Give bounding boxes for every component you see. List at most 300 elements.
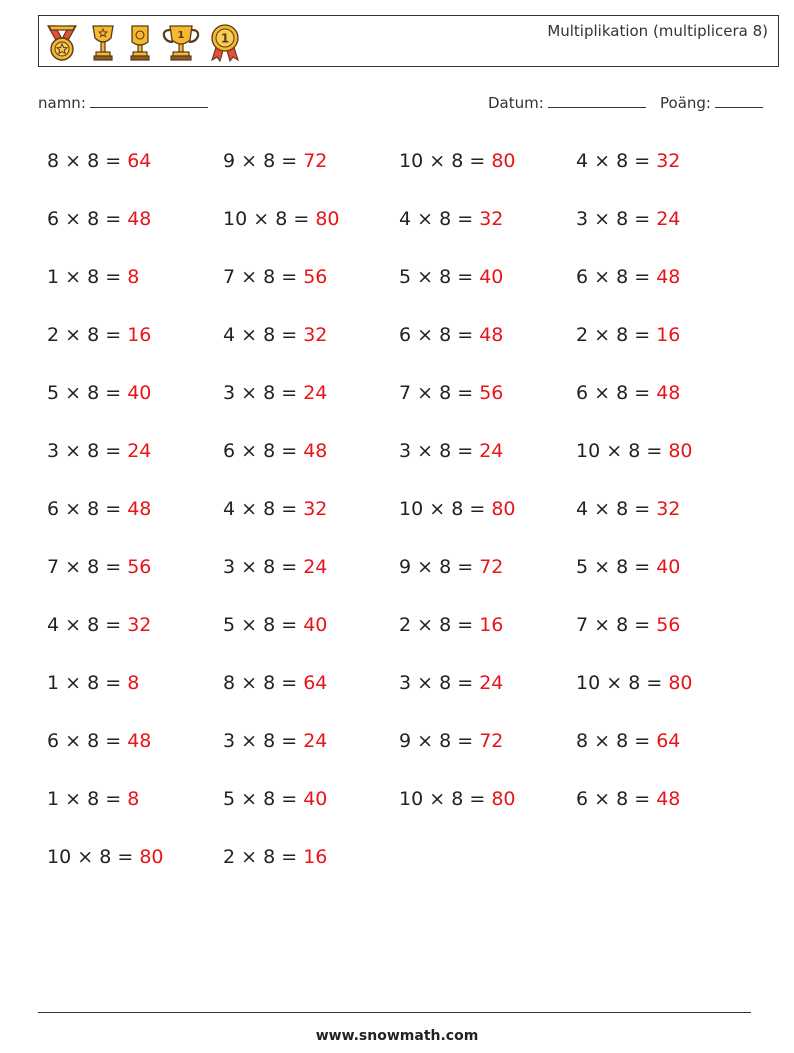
factor-b: 8: [87, 208, 100, 230]
answer: 80: [668, 440, 693, 462]
header-icons: [43, 22, 243, 62]
factor-b: 8: [616, 498, 629, 520]
times-sign: ×: [241, 498, 258, 520]
factor-a: 1: [47, 266, 60, 288]
answer: 80: [139, 846, 164, 868]
factor-b: 8: [616, 150, 629, 172]
answer: 56: [656, 614, 681, 636]
equals-sign: =: [634, 614, 651, 636]
equals-sign: =: [281, 266, 298, 288]
problem-item: [47, 261, 223, 319]
times-sign: ×: [594, 324, 611, 346]
answer: 32: [303, 324, 328, 346]
factor-a: 8: [47, 150, 60, 172]
answer: 24: [303, 382, 328, 404]
answer: 64: [303, 672, 328, 694]
factor-b: 8: [616, 788, 629, 810]
problem-item: [399, 783, 576, 841]
factor-a: 5: [47, 382, 60, 404]
answer: 24: [479, 672, 504, 694]
answer: 64: [127, 150, 152, 172]
trophy-first-icon: [161, 22, 201, 62]
factor-b: 8: [263, 730, 276, 752]
factor-b: 8: [263, 324, 276, 346]
times-sign: ×: [606, 440, 623, 462]
rosette-first-icon: [207, 22, 243, 62]
answer: 40: [656, 556, 681, 578]
times-sign: ×: [241, 266, 258, 288]
problem-item: [223, 493, 399, 551]
factor-b: 8: [439, 208, 452, 230]
answer: 48: [303, 440, 328, 462]
factor-a: 4: [223, 324, 236, 346]
equals-sign: =: [105, 382, 122, 404]
problem-item: [576, 145, 752, 203]
factor-a: 6: [47, 208, 60, 230]
times-sign: ×: [594, 266, 611, 288]
problem-item: [47, 783, 223, 841]
problem-item: [223, 435, 399, 493]
factor-a: 9: [399, 556, 412, 578]
times-sign: ×: [65, 788, 82, 810]
problem-item: [576, 609, 752, 667]
problem-item: [576, 493, 752, 551]
problem-item: [576, 319, 752, 377]
answer: 16: [656, 324, 681, 346]
factor-b: 8: [87, 614, 100, 636]
answer: 48: [656, 788, 681, 810]
problem-item: [399, 319, 576, 377]
problem-item: [399, 609, 576, 667]
equals-sign: =: [469, 788, 486, 810]
times-sign: ×: [417, 672, 434, 694]
factor-a: 5: [399, 266, 412, 288]
answer: 72: [303, 150, 328, 172]
answer: 40: [303, 788, 328, 810]
equals-sign: =: [646, 440, 663, 462]
problem-item: [576, 203, 752, 261]
svg-text:1: 1: [177, 30, 185, 41]
times-sign: ×: [594, 556, 611, 578]
problem-item: [399, 377, 576, 435]
answer: 56: [303, 266, 328, 288]
times-sign: ×: [429, 498, 446, 520]
answer: 48: [479, 324, 504, 346]
factor-b: 8: [451, 150, 464, 172]
factor-a: 8: [223, 672, 236, 694]
times-sign: ×: [253, 208, 270, 230]
problem-item: [576, 783, 752, 841]
factor-b: 8: [628, 440, 641, 462]
factor-b: 8: [439, 382, 452, 404]
cup-trophy-icon: [125, 22, 155, 62]
factor-a: 5: [223, 614, 236, 636]
problem-item: [399, 145, 576, 203]
problem-item: [223, 841, 399, 899]
factor-b: 8: [263, 266, 276, 288]
times-sign: ×: [241, 556, 258, 578]
date-line[interactable]: [548, 106, 646, 108]
factor-a: 10: [223, 208, 248, 230]
times-sign: ×: [417, 556, 434, 578]
factor-a: 7: [47, 556, 60, 578]
footer-url: www.snowmath.com: [315, 1028, 479, 1044]
equals-sign: =: [281, 730, 298, 752]
times-sign: ×: [65, 382, 82, 404]
times-sign: ×: [65, 556, 82, 578]
problem-item: [47, 551, 223, 609]
times-sign: ×: [594, 150, 611, 172]
problem-item: [576, 725, 752, 783]
answer: 32: [656, 150, 681, 172]
times-sign: ×: [65, 150, 82, 172]
times-sign: ×: [241, 614, 258, 636]
answer: 8: [127, 672, 140, 694]
problem-item: [47, 725, 223, 783]
factor-b: 8: [616, 208, 629, 230]
date-label: Datum:: [488, 94, 544, 112]
problem-item: [399, 551, 576, 609]
times-sign: ×: [241, 324, 258, 346]
factor-a: 6: [399, 324, 412, 346]
factor-b: 8: [616, 382, 629, 404]
factor-b: 8: [99, 846, 112, 868]
factor-a: 1: [47, 788, 60, 810]
problem-item: [223, 261, 399, 319]
times-sign: ×: [429, 150, 446, 172]
problem-item: [576, 435, 752, 493]
answer: 24: [303, 556, 328, 578]
equals-sign: =: [105, 614, 122, 636]
equals-sign: =: [457, 730, 474, 752]
answer: 24: [479, 440, 504, 462]
equals-sign: =: [281, 788, 298, 810]
factor-b: 8: [616, 324, 629, 346]
equals-sign: =: [281, 846, 298, 868]
times-sign: ×: [77, 846, 94, 868]
factor-a: 5: [576, 556, 589, 578]
answer: 48: [656, 382, 681, 404]
factor-b: 8: [439, 556, 452, 578]
answer: 72: [479, 556, 504, 578]
answer: 16: [479, 614, 504, 636]
factor-a: 6: [47, 498, 60, 520]
times-sign: ×: [241, 672, 258, 694]
answer: 24: [656, 208, 681, 230]
problem-item: [223, 145, 399, 203]
times-sign: ×: [241, 150, 258, 172]
factor-a: 3: [47, 440, 60, 462]
answer: 32: [127, 614, 152, 636]
times-sign: ×: [65, 324, 82, 346]
equals-sign: =: [457, 556, 474, 578]
factor-b: 8: [439, 440, 452, 462]
answer: 32: [303, 498, 328, 520]
times-sign: ×: [606, 672, 623, 694]
equals-sign: =: [457, 266, 474, 288]
medal-star-icon: [43, 22, 81, 62]
answer: 40: [479, 266, 504, 288]
factor-b: 8: [263, 672, 276, 694]
factor-a: 2: [223, 846, 236, 868]
factor-b: 8: [87, 324, 100, 346]
equals-sign: =: [281, 440, 298, 462]
factor-b: 8: [87, 556, 100, 578]
factor-b: 8: [439, 266, 452, 288]
equals-sign: =: [281, 556, 298, 578]
factor-b: 8: [87, 382, 100, 404]
problem-item: [223, 783, 399, 841]
equals-sign: =: [105, 150, 122, 172]
times-sign: ×: [65, 266, 82, 288]
times-sign: ×: [241, 382, 258, 404]
times-sign: ×: [594, 730, 611, 752]
factor-a: 10: [576, 672, 601, 694]
answer: 56: [479, 382, 504, 404]
times-sign: ×: [429, 788, 446, 810]
answer: 48: [656, 266, 681, 288]
trophy-star-icon: [87, 22, 119, 62]
page-title: Multiplikation (multiplicera 8): [547, 22, 768, 40]
answer: 48: [127, 498, 152, 520]
equals-sign: =: [105, 440, 122, 462]
factor-a: 3: [399, 440, 412, 462]
equals-sign: =: [457, 324, 474, 346]
equals-sign: =: [105, 266, 122, 288]
problem-item: [223, 609, 399, 667]
problem-item: [223, 203, 399, 261]
score-field: [660, 94, 763, 112]
factor-b: 8: [87, 266, 100, 288]
factor-a: 4: [576, 150, 589, 172]
factor-b: 8: [439, 730, 452, 752]
factor-a: 5: [223, 788, 236, 810]
equals-sign: =: [105, 324, 122, 346]
times-sign: ×: [241, 440, 258, 462]
factor-a: 4: [223, 498, 236, 520]
equals-sign: =: [117, 846, 134, 868]
factor-a: 6: [576, 382, 589, 404]
problem-item: [47, 667, 223, 725]
problem-item: [399, 435, 576, 493]
times-sign: ×: [241, 730, 258, 752]
problem-item: [47, 609, 223, 667]
factor-a: 6: [223, 440, 236, 462]
name-field: [38, 94, 208, 112]
equals-sign: =: [281, 324, 298, 346]
times-sign: ×: [241, 788, 258, 810]
answer: 32: [479, 208, 504, 230]
factor-b: 8: [263, 846, 276, 868]
factor-a: 3: [223, 382, 236, 404]
factor-a: 9: [223, 150, 236, 172]
factor-b: 8: [263, 440, 276, 462]
factor-b: 8: [263, 788, 276, 810]
answer: 48: [127, 730, 152, 752]
answer: 8: [127, 266, 140, 288]
factor-a: 4: [576, 498, 589, 520]
factor-a: 2: [47, 324, 60, 346]
factor-b: 8: [87, 150, 100, 172]
factor-a: 3: [576, 208, 589, 230]
factor-a: 9: [399, 730, 412, 752]
equals-sign: =: [634, 150, 651, 172]
times-sign: ×: [417, 324, 434, 346]
factor-a: 7: [576, 614, 589, 636]
factor-a: 6: [47, 730, 60, 752]
equals-sign: =: [105, 498, 122, 520]
answer: 24: [303, 730, 328, 752]
factor-a: 2: [576, 324, 589, 346]
factor-a: 6: [576, 266, 589, 288]
factor-b: 8: [87, 788, 100, 810]
factor-b: 8: [87, 440, 100, 462]
equals-sign: =: [634, 324, 651, 346]
factor-b: 8: [439, 672, 452, 694]
times-sign: ×: [65, 614, 82, 636]
problem-item: [399, 725, 576, 783]
equals-sign: =: [281, 672, 298, 694]
name-line[interactable]: [90, 106, 208, 108]
problem-item: [47, 319, 223, 377]
name-label: namn:: [38, 94, 86, 112]
answer: 80: [491, 150, 516, 172]
answer: 48: [127, 208, 152, 230]
problem-item: [47, 841, 223, 899]
equals-sign: =: [281, 614, 298, 636]
factor-b: 8: [616, 556, 629, 578]
factor-b: 8: [263, 556, 276, 578]
equals-sign: =: [634, 730, 651, 752]
factor-a: 7: [223, 266, 236, 288]
equals-sign: =: [105, 788, 122, 810]
equals-sign: =: [281, 498, 298, 520]
times-sign: ×: [417, 440, 434, 462]
factor-b: 8: [439, 324, 452, 346]
problem-item: [576, 377, 752, 435]
equals-sign: =: [281, 382, 298, 404]
answer: 32: [656, 498, 681, 520]
factor-a: 4: [399, 208, 412, 230]
times-sign: ×: [417, 208, 434, 230]
equals-sign: =: [105, 556, 122, 578]
factor-b: 8: [451, 498, 464, 520]
answer: 24: [127, 440, 152, 462]
answer: 8: [127, 788, 140, 810]
factor-a: 1: [47, 672, 60, 694]
answer: 16: [127, 324, 152, 346]
times-sign: ×: [241, 846, 258, 868]
times-sign: ×: [417, 266, 434, 288]
times-sign: ×: [417, 730, 434, 752]
factor-a: 10: [576, 440, 601, 462]
answer: 72: [479, 730, 504, 752]
problem-grid: [47, 145, 752, 899]
times-sign: ×: [594, 382, 611, 404]
factor-b: 8: [87, 730, 100, 752]
problem-item: [223, 551, 399, 609]
problem-item: [47, 493, 223, 551]
factor-b: 8: [263, 382, 276, 404]
problem-item: [576, 667, 752, 725]
factor-b: 8: [628, 672, 641, 694]
header-box: [38, 15, 779, 67]
factor-b: 8: [263, 498, 276, 520]
factor-b: 8: [263, 614, 276, 636]
factor-a: 10: [399, 150, 424, 172]
equals-sign: =: [469, 150, 486, 172]
equals-sign: =: [634, 382, 651, 404]
factor-a: 2: [399, 614, 412, 636]
equals-sign: =: [457, 614, 474, 636]
equals-sign: =: [457, 672, 474, 694]
factor-b: 8: [439, 614, 452, 636]
factor-a: 3: [223, 730, 236, 752]
answer: 80: [315, 208, 340, 230]
equals-sign: =: [457, 440, 474, 462]
problem-item: [399, 493, 576, 551]
problem-item: [576, 261, 752, 319]
problem-item: [47, 377, 223, 435]
footer-divider: [38, 1012, 751, 1013]
factor-b: 8: [275, 208, 288, 230]
factor-a: 6: [576, 788, 589, 810]
problem-item: [47, 435, 223, 493]
score-label: Poäng:: [660, 94, 711, 112]
problem-item: [576, 551, 752, 609]
times-sign: ×: [65, 672, 82, 694]
times-sign: ×: [417, 382, 434, 404]
factor-b: 8: [616, 730, 629, 752]
problem-item: [47, 203, 223, 261]
factor-b: 8: [87, 672, 100, 694]
equals-sign: =: [105, 672, 122, 694]
times-sign: ×: [594, 208, 611, 230]
times-sign: ×: [417, 614, 434, 636]
times-sign: ×: [594, 788, 611, 810]
factor-a: 10: [47, 846, 72, 868]
factor-a: 10: [399, 498, 424, 520]
answer: 40: [303, 614, 328, 636]
answer: 56: [127, 556, 152, 578]
factor-b: 8: [616, 614, 629, 636]
problem-item: [399, 203, 576, 261]
answer: 40: [127, 382, 152, 404]
factor-a: 8: [576, 730, 589, 752]
factor-b: 8: [263, 150, 276, 172]
factor-a: 4: [47, 614, 60, 636]
equals-sign: =: [457, 208, 474, 230]
date-field: [488, 94, 646, 112]
factor-a: 3: [223, 556, 236, 578]
equals-sign: =: [105, 208, 122, 230]
times-sign: ×: [65, 498, 82, 520]
answer: 64: [656, 730, 681, 752]
equals-sign: =: [457, 382, 474, 404]
problem-item: [223, 725, 399, 783]
problem-item: [399, 667, 576, 725]
factor-b: 8: [616, 266, 629, 288]
factor-b: 8: [451, 788, 464, 810]
equals-sign: =: [281, 150, 298, 172]
equals-sign: =: [634, 556, 651, 578]
svg-text:1: 1: [220, 31, 230, 46]
answer: 16: [303, 846, 328, 868]
problem-item: [47, 145, 223, 203]
score-line[interactable]: [715, 106, 763, 108]
equals-sign: =: [634, 208, 651, 230]
answer: 80: [668, 672, 693, 694]
